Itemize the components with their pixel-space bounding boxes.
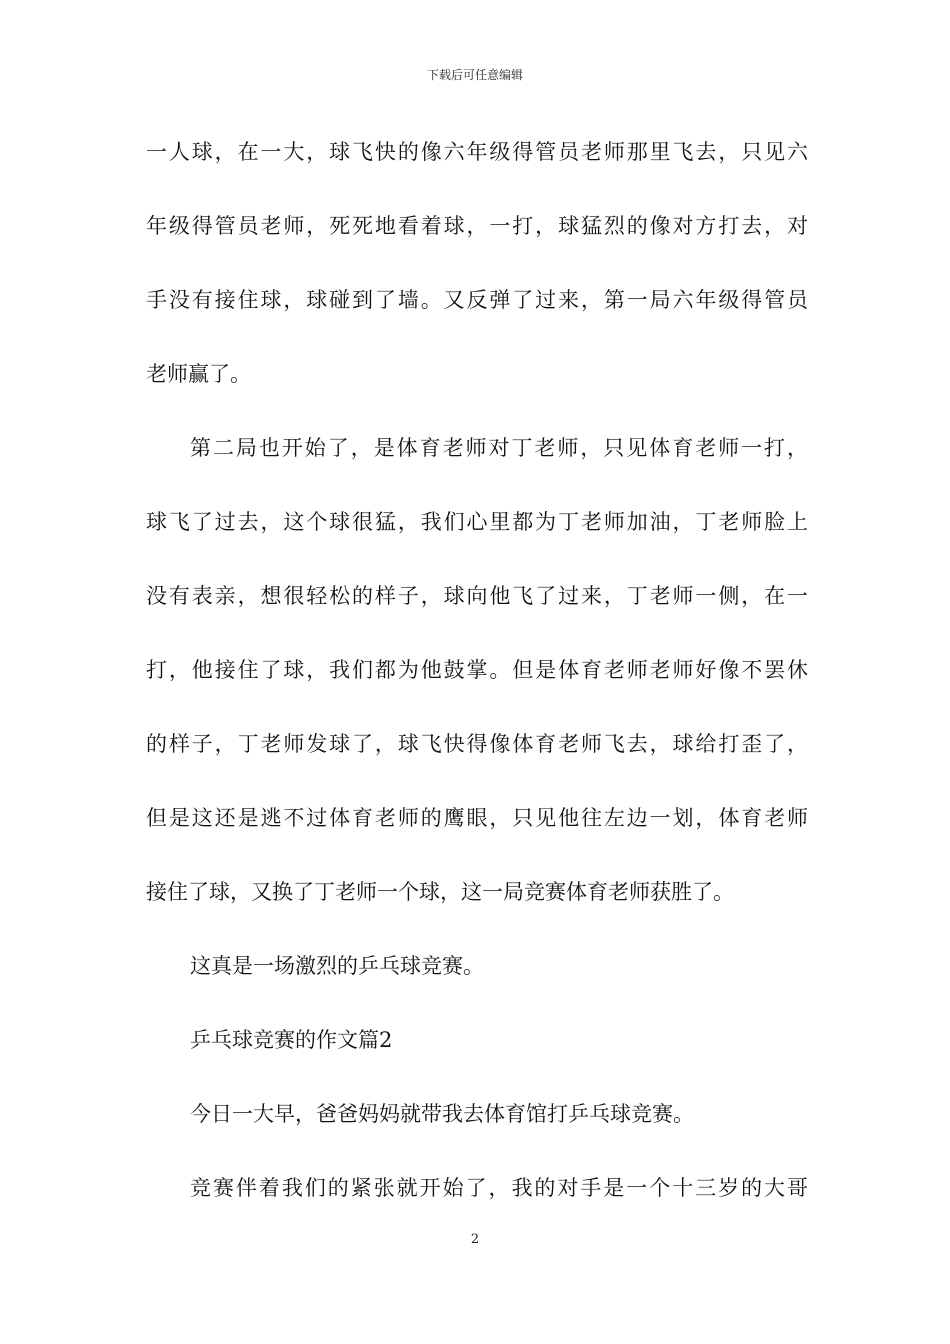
text-line: 的样子，丁老师发球了，球飞快得像体育老师飞去，球给打歪了，	[146, 732, 808, 756]
text-line: 这真是一场激烈的乒乓球竞赛。	[190, 954, 484, 978]
section-heading: 乒乓球竞赛的作文篇2	[190, 1028, 393, 1052]
body-text	[146, 128, 808, 1238]
text-line: 接住了球，又换了丁老师一个球，这一局竞赛体育老师获胜了。	[146, 880, 734, 904]
page-number: 2	[470, 1232, 480, 1247]
text-line: 今日一大早，爸爸妈妈就带我去体育馆打乒乓球竞赛。	[190, 1102, 694, 1126]
text-line: 一人球，在一大，球飞快的像六年级得管员老师那里飞去，只见六	[146, 140, 808, 164]
text-line: 球飞了过去，这个球很猛，我们心里都为丁老师加油，丁老师脸上	[146, 510, 808, 534]
text-line: 但是这还是逃不过体育老师的鹰眼，只见他往左边一划，体育老师	[146, 806, 808, 830]
text-line: 老师赢了。	[146, 362, 251, 386]
text-line: 第二局也开始了，是体育老师对丁老师，只见体育老师一打，	[190, 436, 808, 460]
page-header: 下载后可任意编辑	[426, 68, 523, 82]
text-line: 没有表亲，想很轻松的样子，球向他飞了过来，丁老师一侧，在一	[146, 584, 808, 608]
text-line: 打，他接住了球，我们都为他鼓掌。但是体育老师老师好像不罢休	[146, 658, 808, 682]
text-line: 竞赛伴着我们的紧张就开始了，我的对手是一个十三岁的大哥	[190, 1176, 808, 1200]
text-line: 手没有接住球，球碰到了墙。又反弹了过来，第一局六年级得管员	[146, 288, 808, 312]
text-line: 年级得管员老师，死死地看着球，一打，球猛烈的像对方打去，对	[146, 214, 808, 238]
